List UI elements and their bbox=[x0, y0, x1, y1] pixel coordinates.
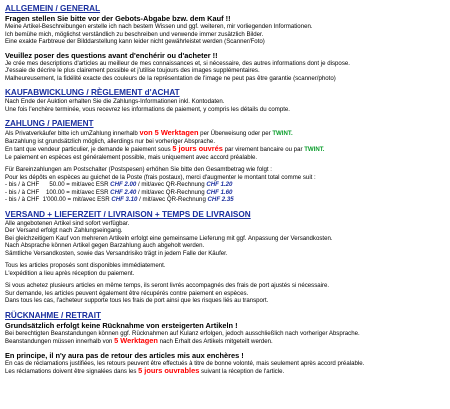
general-fr-line-3: Malheureusement, la fidélité exacte des couleurs de la représentation de l'image ne peut pas être garantie (scanner/photo) bbox=[5, 74, 336, 82]
shipping-fr-line: L'expédition a lieu après réception du paiement. bbox=[5, 269, 135, 277]
fee-row: - bis / à CHF 50.00 = mit/avec ESR CHF 2.00 / mit/avec QR-Rechnung CHF 1.20 bbox=[5, 181, 233, 188]
fee-row: - bis / à CHF 1'000.00 = mit/avec ESR CHF 3.10 / mit/avec QR-Rechnung CHF 2.35 bbox=[5, 196, 234, 203]
heading-returns: RÜCKNAHME / RETRAIT bbox=[5, 310, 101, 320]
shipping-fr-line: Tous les articles proposés sont disponibles immédiatement. bbox=[5, 262, 166, 269]
twint-label: TWINT. bbox=[272, 130, 293, 137]
general-de-line-2: Ich bemühe mich, möglichst verständlich zu beschreiben und verwende immer zusätzlich Bilder. bbox=[5, 30, 264, 38]
payment-de-line-2: Barzahlung ist grundsätzlich möglich, allerdings nur bei vorheriger Absprache. bbox=[5, 137, 216, 145]
general-fr-line-2: J'essaie de décrire le plus clairement possible et j'utilise toujours des images supplémentaires. bbox=[5, 67, 260, 74]
terms-page bbox=[5, 4, 446, 376]
shipping-de-line: Bei gleichzeitigem Kauf von mehreren Artikeln erfolgt eine gemeinsame Lieferung mit ggf. Anpassung der Versandkosten. bbox=[5, 234, 333, 242]
payment-de-line-1: Als Privatverkäufer bitte ich umZahlung innerhalb von 5 Werktagen per Überweisung oder per TWINT. bbox=[5, 128, 293, 137]
heading-shipping: VERSAND + LIEFERZEIT / LIVRAISON + TEMPS DE LIVRAISON bbox=[5, 209, 251, 219]
returns-de-bold: Grundsätzlich erfolgt keine Rücknahme von ersteigerten Artikeln ! bbox=[5, 320, 238, 330]
shipping-de-line: Sämtliche Versandkosten, sowie das Versandrisiko trägt in jedem Falle der Käufer. bbox=[5, 249, 228, 257]
payment-fr-line-2: Le paiement en espèces est généralement possible, mais uniquement avec accord préalable. bbox=[5, 153, 258, 161]
shipping-fr-line: Sur demande, les articles peuvent également être récupérés contre paiement en espèces. bbox=[5, 289, 249, 297]
shipping-fr-line: Si vous achetez plusieurs articles en même temps, ils seront livrés accompagnés des frais de port ajustés si nécessaire. bbox=[5, 282, 330, 289]
shipping-de-line: Nach Absprache können Artikel gegen Barzahlung auch abgeholt werden. bbox=[5, 242, 205, 249]
postal-de-line: Für Bareinzahlungen am Postschalter (Postspesen) erhöhen Sie bitte den Gesamtbetrag wie folgt : bbox=[5, 166, 272, 173]
general-fr-bold: Veuillez poser des questions avant d'enchérir ou d'acheter !! bbox=[5, 50, 218, 60]
returns-fr-line-2: Les réclamations doivent être signalées dans les 5 jours ouvrables suivant la réception de l'article. bbox=[5, 366, 285, 375]
general-de-bold: Fragen stellen Sie bitte vor der Gebots-Abgabe bzw. dem Kauf !! bbox=[5, 14, 231, 23]
returns-fr-bold: En principe, il n'y aura pas de retour des articles mis aux enchères ! bbox=[5, 350, 244, 360]
processing-line-1: Nach Ende der Auktion erhalten Sie die Zahlungs-Informationen inkl. Kontodaten. bbox=[5, 98, 225, 105]
returns-fr-days: 5 jours ouvrables bbox=[138, 366, 200, 375]
returns-de-line-2: Beanstandungen müssen innerhalb von 5 Werktagen nach Erhalt des Artikels mitgeteilt werden. bbox=[5, 336, 273, 345]
processing-line-2: Une fois l'enchère terminée, vous recevrez les informations de paiement, y compris les détails du compte. bbox=[5, 105, 290, 113]
postal-fr-line: Pour les dépôts en espèces au guichet de la Poste (frais postaux), merci d'augmenter le montant total comme suit : bbox=[5, 173, 316, 181]
payment-fr-days: 5 jours ouvrés bbox=[172, 144, 223, 153]
heading-processing: KAUFABWICKLUNG / RÈGLEMENT d'ACHAT bbox=[5, 88, 180, 97]
general-de-line-3: Eine exakte Farbtreue der Bilddarstellung kann leider nicht gewährleistet werden (Scanner/Foto) bbox=[5, 38, 265, 45]
general-de-line-1: Meine Artikel-Beschreibungen erstelle ich nach bestem Wissen und ggf. weiteren, mir vorliegenden Informationen. bbox=[5, 23, 313, 30]
heading-general: ALLGEMEIN / GENERAL bbox=[5, 4, 101, 13]
shipping-fr-line: Dans tous les cas, l'acheteur supporte tous les frais de port ainsi que les risques liés au transport. bbox=[5, 297, 269, 304]
twint-label: TWINT. bbox=[304, 146, 325, 153]
returns-de-line-1: Bei berechtigten Beanstandungen können ggf. Rücknahmen auf Kulanz erfolgen, jedoch ausschließlich nach vorheriger Absprache. bbox=[5, 329, 360, 337]
returns-de-days: 5 Werktagen bbox=[114, 336, 158, 345]
shipping-de-line: Alle angebotenen Artikel sind sofort verfügbar. bbox=[5, 219, 130, 227]
returns-fr-line-1: En cas de réclamations justifiées, les retours peuvent être effectués à titre de bonne volonté, mais seulement après accord préalable. bbox=[5, 359, 365, 367]
heading-payment: ZAHLUNG / PAIEMENT bbox=[5, 119, 94, 128]
fee-row: - bis / à CHF 100.00 = mit/avec ESR CHF 2.40 / mit/avec QR-Rechnung CHF 1.60 bbox=[5, 188, 233, 196]
payment-fr-line-1: En tant que vendeur particulier, je demande le paiement sous 5 jours ouvrés par virement bancaire ou par TWINT. bbox=[5, 144, 325, 153]
payment-de-days: von 5 Werktagen bbox=[139, 128, 199, 137]
shipping-de-line: Der Versand erfolgt nach Zahlungseingang. bbox=[5, 227, 123, 234]
general-fr-line-1: Je crée mes descriptions d'articles au meilleur de mes connaissances et, si nécessaire, des autres informations dont je dispose. bbox=[5, 59, 350, 67]
